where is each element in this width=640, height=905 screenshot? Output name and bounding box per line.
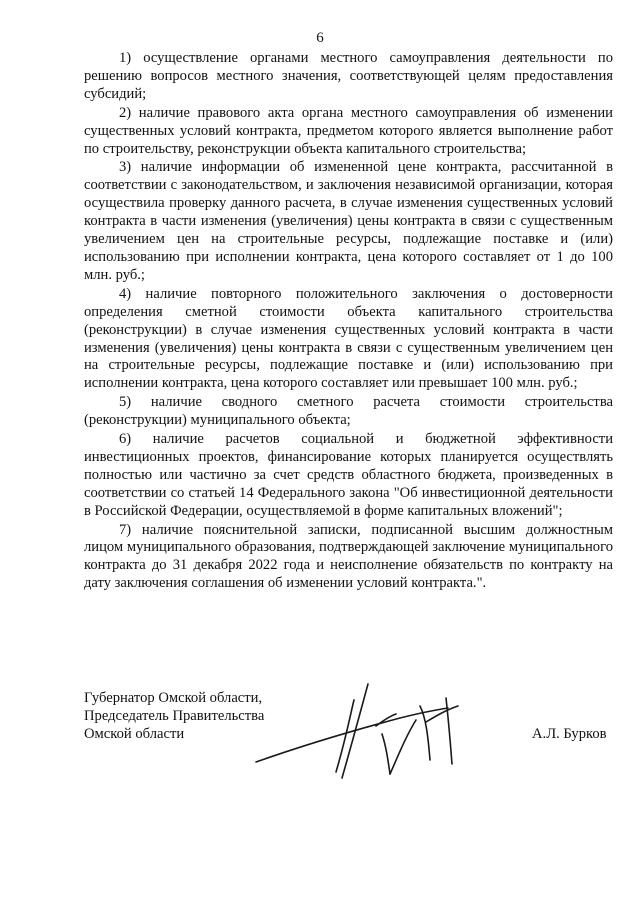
signatory-title-line-3: Омской области <box>84 725 185 742</box>
list-item-2: 2) наличие правового акта органа местного самоуправления об изменении существенных условий контракта, предметом которого является выполнение работ по строительству, реконструкции объекта капитального строительства; <box>84 104 613 157</box>
list-item-3: 3) наличие информации об измененной цене контракта, рассчитанной в соответствии с законодательством, и заключения независимой организации, которая осуществила проверку данного расчета, в случае изменения существенных условий контракта в части изменения (увеличения) цены контракта в связи с существенным увеличением цен на строительные ресурсы, подлежащие поставке и (или) использованию при исполнении контракта, цена которого составляет от 1 до 100 млн. руб.; <box>84 159 613 283</box>
signatory-name: А.Л. Бурков <box>532 726 607 742</box>
list-item-5: 5) наличие сводного сметного расчета стоимости строительства (реконструкции) муниципального объекта; <box>84 394 613 429</box>
handwritten-signature-icon <box>250 676 480 786</box>
list-item-6: 6) наличие расчетов социальной и бюджетной эффективности инвестиционных проектов, финансирование которых планируется осуществлять полностью или частично за счет средств областного бюджета, произведенных в соответствии со статьей 14 Федерального закона "Об инвестиционной деятельности в Российской Федерации, осуществляемой в форме капитальных вложений"; <box>84 431 613 519</box>
list-item-1: 1) осуществление органами местного самоуправления деятельности по решению вопросов местного значения, соответствующей целям предоставления субсидий; <box>84 50 613 102</box>
page-number: 6 <box>316 30 324 46</box>
signatory-title-line-1: Губернатор Омской области, <box>84 690 263 706</box>
signatory-title-line-2: Председатель Правительства <box>84 707 265 724</box>
list-item-7: 7) наличие пояснительной записки, подписанной высшим должностным лицом муниципального образования, подтверждающей заключение муниципального контракта до 31 декабря 2022 года и неисполнение обязательств по контракту на дату заключения соглашения об изменении условий контракта.". <box>84 521 613 592</box>
signatory-title <box>84 690 264 744</box>
document-body <box>84 50 613 594</box>
list-item-4: 4) наличие повторного положительного заключения о достоверности определения сметной стоимости объекта капитального строительства (реконструкции) в случае изменения существенных условий контракта в части изменения (увеличения) цены контракта в связи с существенным увеличением цен на строительные ресурсы, подлежащие поставке и (или) использованию при исполнении контракта, цена которого составляет или превышает 100 млн. руб.; <box>84 285 613 392</box>
